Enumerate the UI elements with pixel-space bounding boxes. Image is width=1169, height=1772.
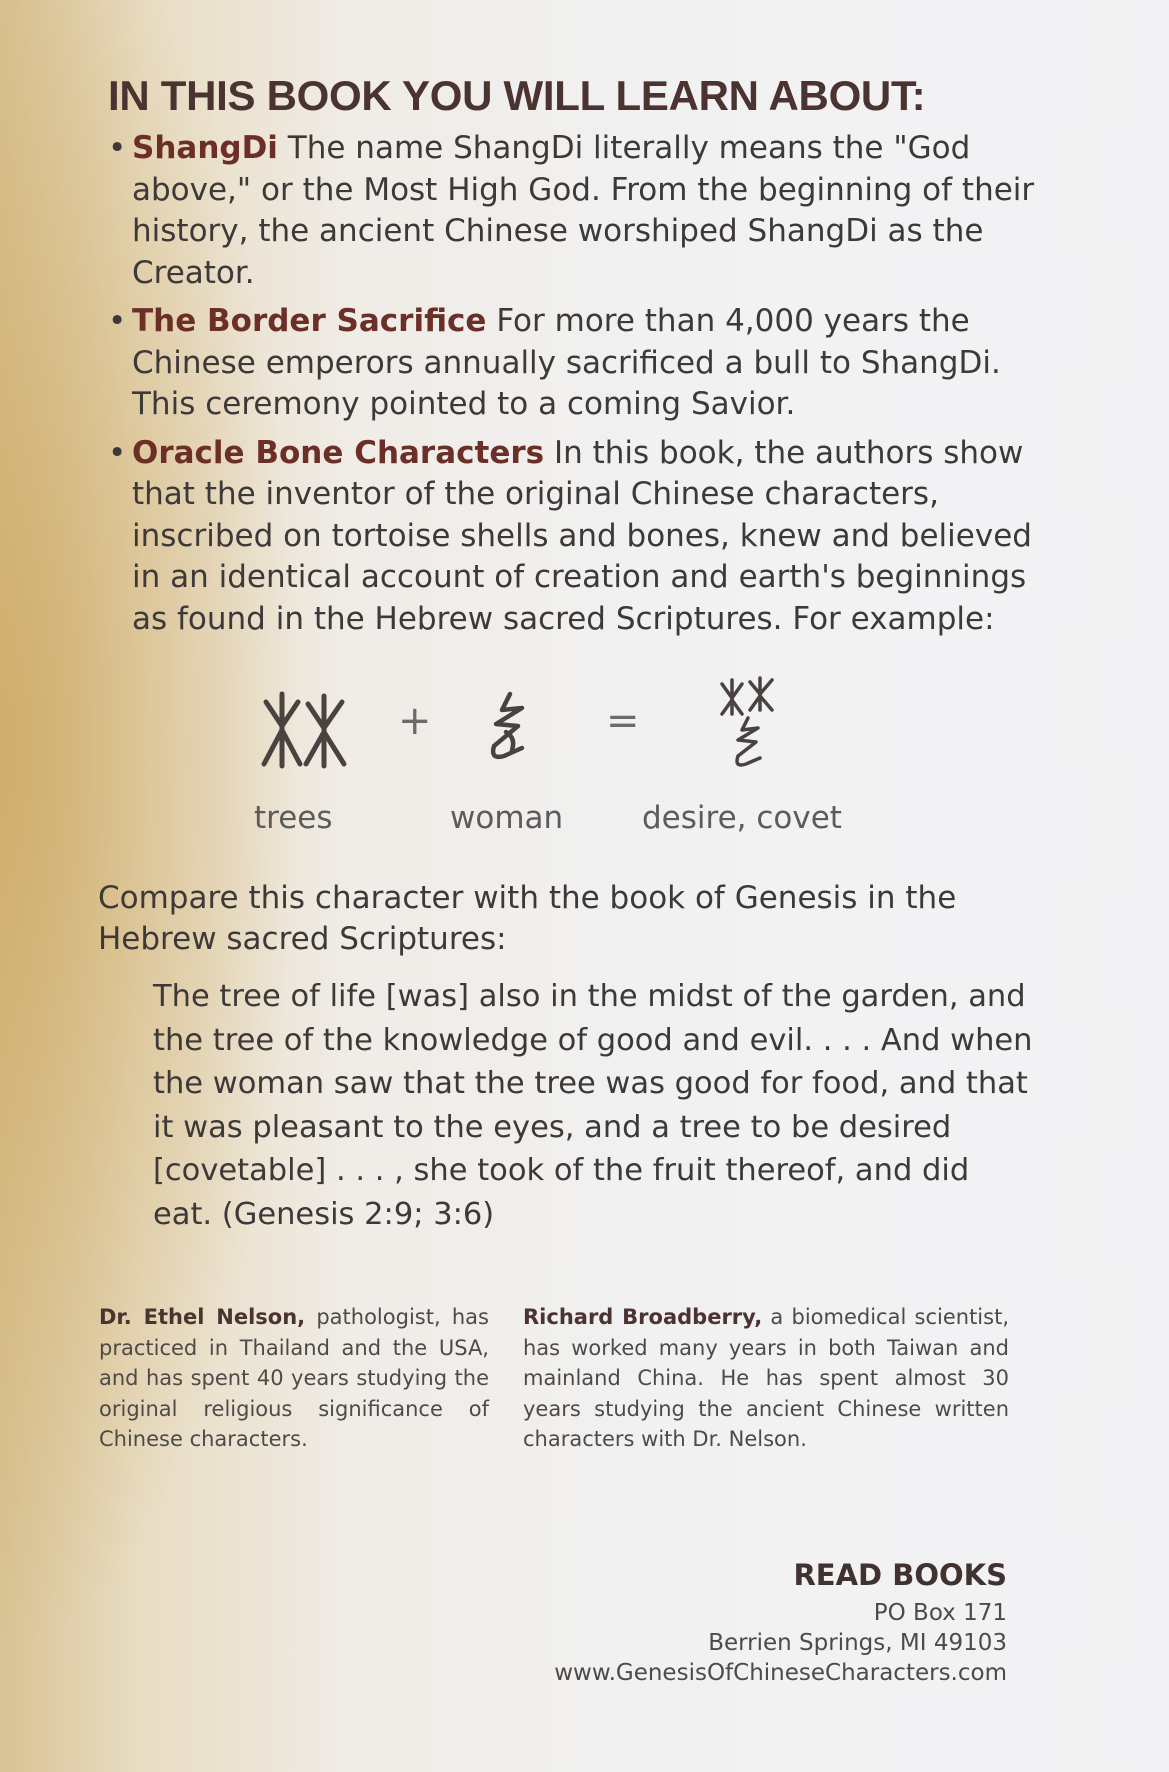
topic-item-oracle-bone (108, 433, 1048, 641)
bullet-dot-icon: • (108, 130, 127, 166)
caption-woman: woman (450, 800, 564, 836)
heading: IN THIS BOOK YOU WILL LEARN ABOUT: (108, 72, 926, 119)
publisher-website[interactable]: www.GenesisOfChineseCharacters.com (554, 1660, 1007, 1686)
character-equation (250, 690, 870, 780)
author-bio-broadberry (523, 1302, 1009, 1455)
topic-text: In this book, the authors show that the inventor of the original Chinese characters, inscribed on tortoise shells and bones, knew and believed in an identical account of creation and earth's beginnings as found in the Hebrew sacred Scriptures. For example: (132, 434, 1032, 637)
publisher-city: Berrien Springs, MI 49103 (708, 1630, 1007, 1656)
topic-list (108, 128, 1048, 647)
bullet-dot-icon: • (108, 303, 127, 339)
genesis-quote: The tree of life [was] also in the midst of the garden, and the tree of the knowledge of good and evil. . . . And when the woman saw that the tree was good for food, and that it was pleasant to the eyes, and a tree to be desired [covetable] . . . , she took of the fruit thereof, and did eat. (Genesis 2:9; 3:6) (153, 979, 1033, 1232)
topic-item-shangdi (108, 128, 1048, 294)
caption-desire-covet: desire, covet (642, 800, 842, 836)
publisher-address: PO Box 171 (873, 1600, 1007, 1626)
publisher-name: READ BOOKS (793, 1558, 1007, 1592)
topic-text: The name ShangDi literally means the "God above," or the Most High God. From the beginning of their history, the ancient Chinese worshiped ShangDi as the Creator. (132, 130, 1035, 291)
author-description: pathologist, has practiced in Thailand and the USA, and has spent 40 years studying the original religious significance of Chinese characters. (99, 1305, 489, 1451)
equals-sign: = (606, 698, 640, 744)
desire-covet-character-icon (716, 676, 786, 776)
author-name: Dr. Ethel Nelson, (99, 1305, 306, 1329)
caption-trees: trees (254, 800, 333, 836)
author-bio-nelson (99, 1302, 489, 1455)
topic-term: Oracle Bone Characters (132, 434, 545, 471)
trees-character-icon (256, 690, 356, 770)
author-name: Richard Broadberry, (523, 1305, 763, 1329)
topic-item-border-sacrifice (108, 301, 1048, 426)
topic-term: ShangDi (132, 130, 278, 166)
plus-sign: + (398, 698, 432, 744)
compare-text: Compare this character with the book of Genesis in the Hebrew sacred Scriptures: (98, 880, 957, 957)
publisher-block (554, 1558, 1007, 1688)
topic-term: The Border Sacrifice (132, 303, 487, 339)
bullet-dot-icon: • (108, 434, 127, 471)
woman-character-icon (482, 690, 532, 770)
topic-text: For more than 4,000 years the Chinese emperors annually sacrificed a bull to ShangDi. This ceremony pointed to a coming Savior. (132, 303, 1001, 422)
author-description: a biomedical scientist, has worked many years in both Taiwan and mainland China. He has spent almost 30 years studying the ancient Chinese written characters with Dr. Nelson. (523, 1305, 1009, 1451)
